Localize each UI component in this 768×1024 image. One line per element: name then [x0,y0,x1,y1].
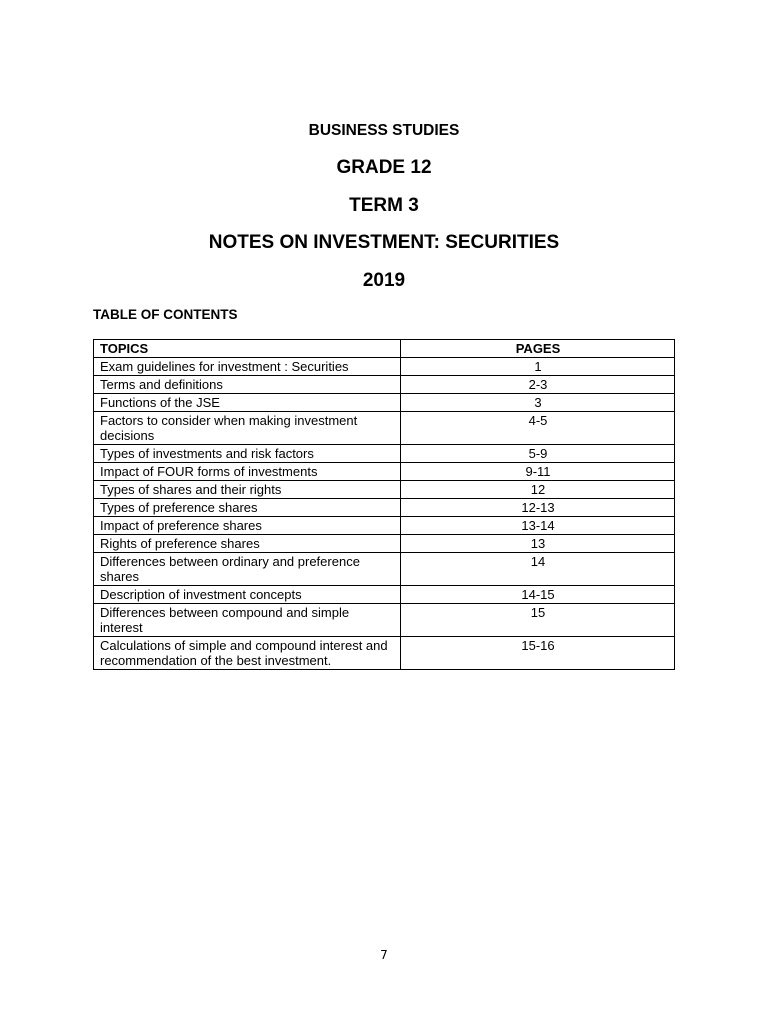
table-row [94,637,675,670]
pages-cell: 5-9 [401,445,675,463]
table-row [94,463,675,481]
pages-cell: 3 [401,394,675,412]
topic-cell: Impact of FOUR forms of investments [94,463,401,481]
pages-cell: 14 [401,553,675,586]
pages-cell: 9-11 [401,463,675,481]
topic-cell: Types of investments and risk factors [94,445,401,463]
pages-cell: 13 [401,535,675,553]
table-row [94,553,675,586]
grade-heading: GRADE 12 [336,157,432,178]
table-row [94,376,675,394]
term-heading: TERM 3 [349,195,419,216]
topic-cell: Types of preference shares [94,499,401,517]
topic-cell: Description of investment concepts [94,586,401,604]
table-row [94,499,675,517]
topic-cell: Functions of the JSE [94,394,401,412]
topic-cell: Types of shares and their rights [94,481,401,499]
pages-cell: 4-5 [401,412,675,445]
topic-cell: Impact of preference shares [94,517,401,535]
table-row [94,535,675,553]
pages-cell: 1 [401,358,675,376]
pages-cell: 15 [401,604,675,637]
toc-header-row [94,340,675,358]
topic-cell: Exam guidelines for investment : Securities [94,358,401,376]
pages-cell: 14-15 [401,586,675,604]
topics-column-header: TOPICS [94,340,401,358]
table-row [94,412,675,445]
table-row [94,481,675,499]
subject-heading: BUSINESS STUDIES [308,122,460,139]
topic-cell: Differences between ordinary and preference shares [94,553,401,586]
pages-cell: 12-13 [401,499,675,517]
topic-cell: Rights of preference shares [94,535,401,553]
table-row [94,586,675,604]
table-row [94,445,675,463]
pages-column-header: PAGES [401,340,675,358]
topic-cell: Terms and definitions [94,376,401,394]
toc-table [93,339,675,670]
notes-title: NOTES ON INVESTMENT: SECURITIES [208,232,560,253]
toc-body [94,358,675,670]
pages-cell: 15-16 [401,637,675,670]
table-row [94,358,675,376]
pages-cell: 2-3 [401,376,675,394]
table-row [94,394,675,412]
table-row [94,517,675,535]
toc-label: TABLE OF CONTENTS [93,307,238,322]
pages-cell: 12 [401,481,675,499]
pages-cell: 13-14 [401,517,675,535]
topic-cell: Factors to consider when making investment decisions [94,412,401,445]
topic-cell: Differences between compound and simple interest [94,604,401,637]
table-row [94,604,675,637]
year-heading: 2019 [362,270,406,291]
topic-cell: Calculations of simple and compound interest and recommendation of the best investment. [94,637,401,670]
page-number: 7 [380,948,388,962]
